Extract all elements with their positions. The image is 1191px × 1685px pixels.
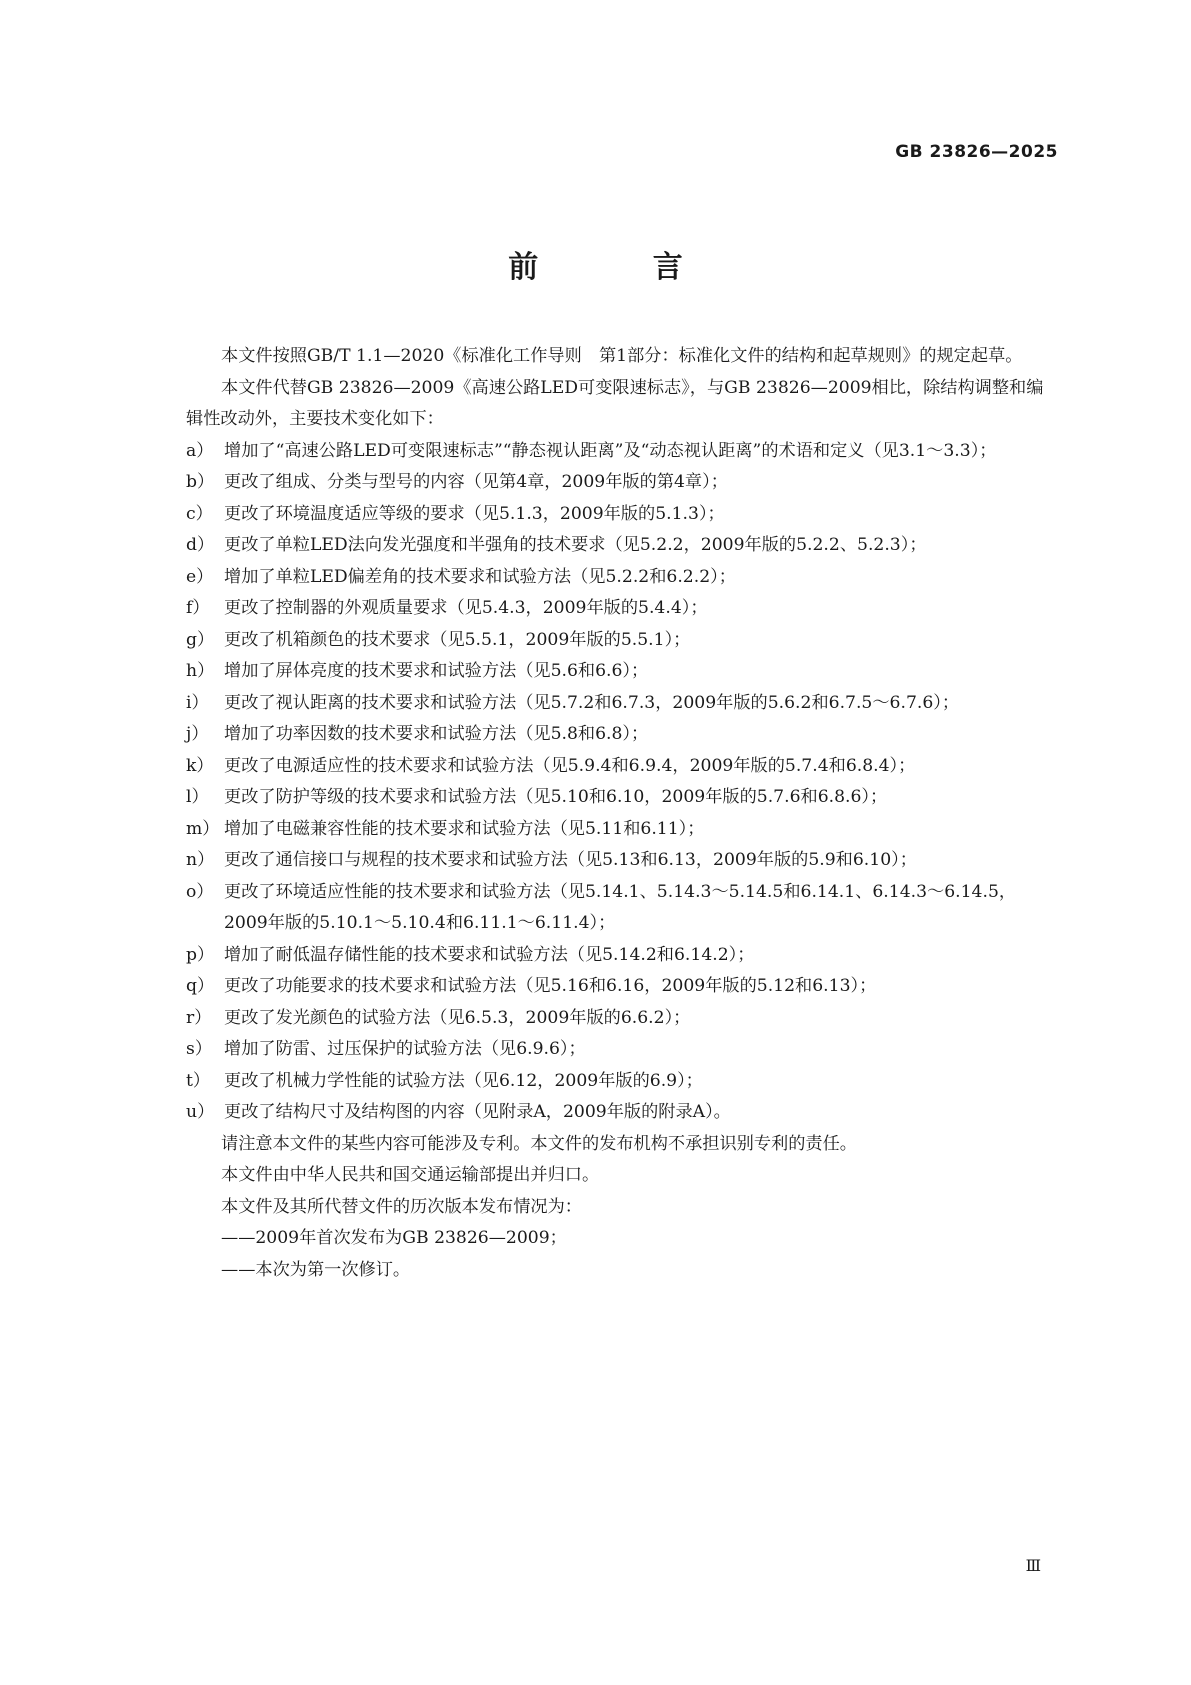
list-marker: l） [186, 787, 209, 807]
version-history-item: ——2009年首次发布为GB 23826—2009； [221, 1228, 567, 1248]
list-item [186, 467, 1058, 499]
list-item-text: 更改了功能要求的技术要求和试验方法（见5.16和6.16，2009年版的5.12和6.13）； [224, 976, 877, 996]
page-title: 前 言 [508, 250, 735, 285]
document-code: GB 23826—2025 [895, 142, 1058, 162]
list-marker: u） [186, 1102, 215, 1122]
list-marker: n） [186, 850, 215, 870]
list-item [186, 751, 1058, 783]
list-marker: o） [186, 881, 214, 902]
list-item-text: 更改了机械力学性能的试验方法（见6.12，2009年版的6.9）； [224, 1070, 703, 1091]
list-marker: d） [186, 535, 215, 555]
list-marker: e） [186, 566, 214, 587]
list-item-text: 增加了屏体亮度的技术要求和试验方法（见5.6和6.6）； [224, 661, 649, 681]
list-marker: g） [186, 629, 215, 650]
list-item-text: 更改了结构尺寸及结构图的内容（见附录A，2009年版的附录A）。 [224, 1102, 731, 1122]
version-history-intro: 本文件及其所代替文件的历次版本发布情况为： [221, 1196, 582, 1217]
list-item-text: 更改了控制器的外观质量要求（见5.4.3，2009年版的5.4.4）； [224, 598, 708, 618]
list-item [186, 814, 1058, 846]
list-marker: s） [186, 1039, 213, 1059]
list-item-text: 更改了防护等级的技术要求和试验方法（见5.10和6.10，2009年版的5.7.6和6.8.6）； [224, 787, 888, 807]
list-item [186, 436, 1058, 468]
list-item [186, 562, 1058, 594]
list-item-text: 更改了环境适应性能的技术要求和试验方法（见5.14.1、5.14.3～5.14.5和6.14.1、6.14.3～6.14.5，2009年版的5.10.1～5.10.4和6.11.1～6.11.4）； [224, 881, 1017, 933]
list-item-text: 更改了组成、分类与型号的内容（见第4章，2009年版的第4章）； [224, 472, 728, 492]
list-item [186, 845, 1058, 877]
list-item-text: 增加了耐低温存储性能的技术要求和试验方法（见5.14.2和6.14.2）； [224, 944, 755, 965]
list-marker: m） [186, 818, 220, 839]
list-item-text: 更改了发光颜色的试验方法（见6.5.3，2009年版的6.6.2）； [224, 1007, 691, 1028]
list-item [186, 688, 1058, 720]
intro-paragraph-drafting-rules: 本文件按照GB/T 1.1—2020《标准化工作导则 第1部分：标准化文件的结构和起草规则》的规定起草。 [221, 346, 1023, 366]
list-item [186, 1097, 1058, 1129]
list-item-text: 更改了电源适应性的技术要求和试验方法（见5.9.4和6.9.4，2009年版的5.7.4和6.8.4）； [224, 755, 916, 776]
version-history-item: ——本次为第一次修订。 [221, 1259, 411, 1280]
list-marker: b） [186, 472, 215, 492]
list-item-text: 增加了防雷、过压保护的试验方法（见6.9.6）； [224, 1039, 586, 1059]
list-marker: i） [186, 692, 209, 713]
list-item-text: 更改了视认距离的技术要求和试验方法（见5.7.2和6.7.3，2009年版的5.6.2和6.7.5～6.7.6）； [224, 692, 960, 713]
list-marker: t） [186, 1070, 211, 1091]
list-item-text: 更改了机箱颜色的技术要求（见5.5.1，2009年版的5.5.1）； [224, 629, 691, 650]
list-item [186, 530, 1058, 562]
list-item [186, 625, 1058, 657]
list-item [186, 971, 1058, 1003]
list-item [186, 940, 1058, 972]
list-marker: f） [186, 598, 210, 618]
technical-changes-list [186, 436, 1058, 1129]
list-marker: k） [186, 755, 214, 776]
list-item-text: 更改了环境温度适应等级的要求（见5.1.3，2009年版的5.1.3）； [224, 503, 725, 524]
foreword-body [186, 341, 1058, 1286]
page-number: Ⅲ [1025, 1556, 1041, 1575]
list-item [186, 1003, 1058, 1035]
list-item [186, 1034, 1058, 1066]
list-item-text: 增加了功率因数的技术要求和试验方法（见5.8和6.8）； [224, 724, 649, 744]
list-marker: c） [186, 503, 213, 524]
list-item-text: 增加了电磁兼容性能的技术要求和试验方法（见5.11和6.11）； [224, 818, 705, 839]
list-item [186, 1066, 1058, 1098]
list-item-text: 增加了单粒LED偏差角的技术要求和试验方法（见5.2.2和6.2.2）； [224, 566, 736, 587]
list-item [186, 877, 1058, 940]
list-item-text: 更改了通信接口与规程的技术要求和试验方法（见5.13和6.13，2009年版的5.9和6.10）； [224, 850, 917, 870]
list-marker: r） [186, 1007, 212, 1028]
list-marker: a） [186, 440, 214, 461]
list-marker: j） [186, 724, 209, 744]
list-item [186, 782, 1058, 814]
list-item-text: 更改了单粒LED法向发光强度和半强角的技术要求（见5.2.2，2009年版的5.2.2、5.2.3）； [224, 535, 927, 555]
list-item [186, 656, 1058, 688]
list-item-text: 增加了“高速公路LED可变限速标志”“静态视认距离”及“动态视认距离”的术语和定义（见3.1～3.3）； [224, 440, 997, 461]
list-marker: h） [186, 661, 215, 681]
list-item [186, 499, 1058, 531]
list-marker: q） [186, 976, 215, 996]
intro-paragraph-replacement: 本文件代替GB 23826—2009《高速公路LED可变限速标志》，与GB 23826—2009相比，除结构调整和编辑性改动外，主要技术变化如下： [186, 377, 1044, 429]
list-item [186, 593, 1058, 625]
patent-notice: 请注意本文件的某些内容可能涉及专利。本文件的发布机构不承担识别专利的责任。 [221, 1133, 857, 1154]
proposer-statement: 本文件由中华人民共和国交通运输部提出并归口。 [221, 1165, 600, 1185]
list-item [186, 719, 1058, 751]
list-marker: p） [186, 944, 215, 965]
